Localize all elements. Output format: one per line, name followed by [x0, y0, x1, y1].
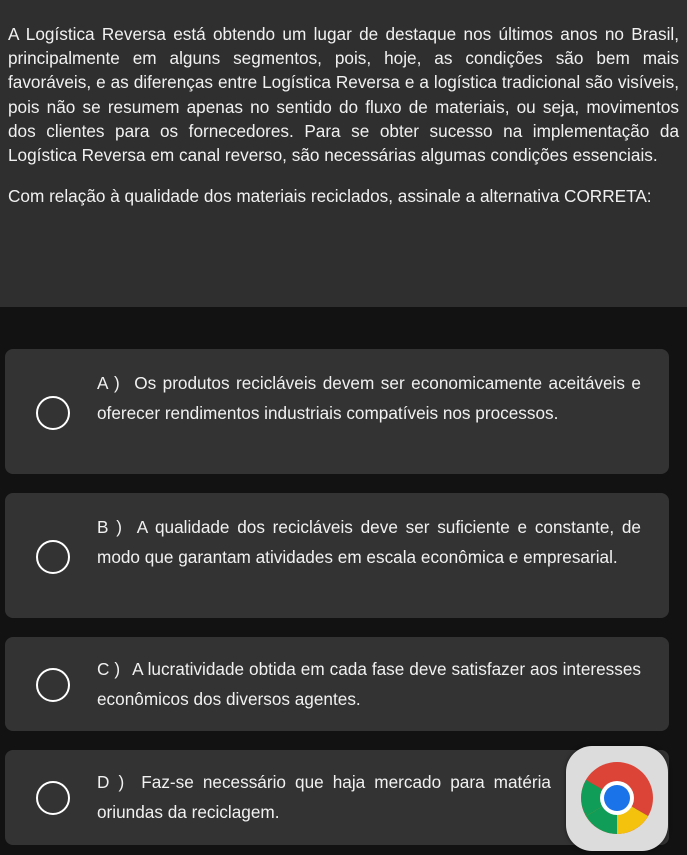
chrome-icon: [579, 760, 655, 836]
option-b-text: [97, 512, 641, 572]
question-text: A Logística Reversa está obtendo um lugar de destaque nos últimos anos no Brasil, principalmente em alguns segmentos, pois, hoje, as condições são bem mais favoráveis, e as diferenças entre Logística Reversa e a logística tradicional são visíveis, pois não se resumem apenas no sentido do fluxo de materiais, ou seja, movimentos dos clientes para os fornecedores. Para se obter sucesso na implementação da Logística Reversa em canal reverso, são necessárias algumas condições essenciais.: [8, 24, 679, 166]
chrome-badge[interactable]: [566, 746, 668, 851]
option-c[interactable]: [5, 637, 669, 731]
option-b-label: A qualidade dos recicláveis deve ser suficiente e constante, de modo que garantam atividades em escala econômica e empresarial.: [97, 517, 641, 567]
option-d-label: Faz-se necessário que haja mercado para matéria oriundas da reciclagem.: [97, 772, 551, 822]
option-d-text: [97, 767, 551, 827]
option-a[interactable]: [5, 349, 669, 474]
option-b-letter: B ): [97, 517, 122, 537]
option-a-label: Os produtos recicláveis devem ser economicamente aceitáveis e oferecer rendimentos industriais compatíveis nos processos.: [97, 373, 641, 423]
option-b[interactable]: [5, 493, 669, 618]
option-d-letter: D ): [97, 772, 125, 792]
option-c-text: [97, 654, 641, 714]
radio-empty-icon[interactable]: [36, 540, 70, 574]
option-a-text: [97, 368, 641, 428]
radio-empty-icon[interactable]: [36, 668, 70, 702]
question-prompt: Com relação à qualidade dos materiais reciclados, assinale a alternativa CORRETA:: [8, 186, 652, 207]
option-c-letter: C ): [97, 659, 121, 679]
radio-empty-icon[interactable]: [36, 781, 70, 815]
option-a-letter: A ): [97, 373, 120, 393]
radio-empty-icon[interactable]: [36, 396, 70, 430]
question-panel: [0, 0, 687, 307]
option-c-label: A lucratividade obtida em cada fase deve satisfazer aos interesses econômicos dos diversos agentes.: [97, 659, 641, 709]
